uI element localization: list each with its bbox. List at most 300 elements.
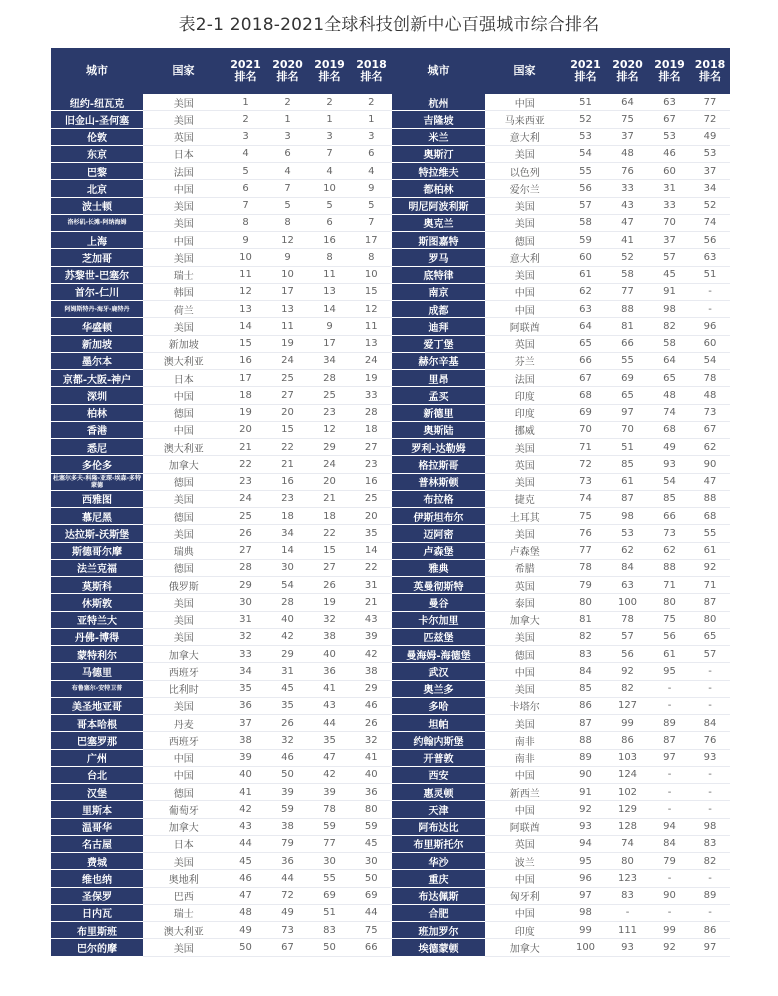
city-cell: 伦敦	[52, 128, 143, 145]
rank-2021-cell: 50	[239, 941, 252, 953]
header-city: 城市	[52, 49, 143, 94]
rank-2019-cell: 51	[323, 907, 336, 919]
rank-2019-cell: 31	[663, 182, 676, 194]
rank-2019-cell: 11	[323, 269, 336, 281]
rank-2019-cell: 69	[323, 890, 336, 902]
rank-2018-cell: 82	[703, 855, 717, 867]
rank-2019-cell: 79	[663, 855, 676, 867]
rank-2021-cell: 19	[239, 407, 252, 419]
rank-2018-cell: 6	[368, 148, 375, 160]
rank-2018-cell: 63	[703, 251, 717, 263]
rank-2018-cell: 80	[703, 614, 717, 626]
country-cell: 阿联酋	[509, 823, 540, 835]
city-cell: 西雅图	[52, 490, 143, 507]
country-cell: 英国	[514, 340, 535, 352]
rank-2020-cell: 84	[621, 562, 634, 574]
rank-2020-cell: 80	[621, 855, 634, 867]
rank-2020-cell: 48	[621, 148, 634, 160]
rank-2018-cell: 47	[703, 476, 717, 488]
rank-2020-cell: 6	[284, 148, 291, 160]
rank-2019-cell: 71	[663, 579, 676, 591]
table-row	[52, 853, 730, 870]
country-cell: 西班牙	[168, 736, 199, 748]
city-cell: 汉堡	[52, 784, 143, 801]
rank-2018-cell: 77	[703, 96, 717, 108]
city-cell: 东京	[52, 145, 143, 162]
rank-2018-cell: -	[708, 665, 712, 677]
rank-2020-cell: 21	[281, 458, 294, 470]
rank-2018-cell: 20	[364, 510, 378, 522]
rank-2020-cell: 85	[621, 458, 634, 470]
country-cell: 美国	[514, 150, 535, 162]
city-cell: 明尼阿波利斯	[393, 197, 485, 214]
rank-2018-cell: -	[708, 769, 712, 781]
rank-2019-cell: 63	[663, 96, 676, 108]
city-cell: 多哈	[393, 697, 485, 714]
table-row	[52, 163, 730, 180]
rank-2021-cell: 96	[579, 872, 592, 884]
rank-2021-cell: 22	[239, 458, 252, 470]
country-cell: 日本	[173, 374, 194, 386]
rank-2021-cell: 43	[239, 821, 252, 833]
rank-2018-cell: 46	[364, 700, 378, 712]
rank-2020-cell: 9	[284, 251, 291, 263]
table-row	[52, 628, 730, 645]
country-cell: 加拿大	[168, 650, 199, 662]
rank-2019-cell: 75	[663, 614, 676, 626]
rank-2020-cell: 93	[621, 941, 634, 953]
rank-2020-cell: 127	[617, 700, 638, 712]
city-cell: 广州	[52, 749, 143, 766]
rank-2020-cell: 5	[284, 200, 291, 212]
city-cell: 墨尔本	[52, 352, 143, 369]
city-cell: 坦帕	[393, 715, 485, 732]
rank-2020-cell: 76	[621, 165, 634, 177]
rank-2020-cell: 98	[621, 510, 634, 522]
rank-2021-cell: 12	[239, 286, 252, 298]
city-cell: 北京	[52, 180, 143, 197]
rank-2020-cell: 50	[281, 769, 294, 781]
country-cell: 南非	[514, 754, 535, 766]
rank-2021-cell: 46	[239, 872, 252, 884]
rank-2019-cell: 89	[663, 717, 676, 729]
rank-2018-cell: 11	[364, 320, 378, 332]
rank-2018-cell: 36	[364, 786, 378, 798]
rank-2018-cell: 38	[364, 665, 378, 677]
rank-2019-cell: 23	[323, 407, 336, 419]
rank-2021-cell: 34	[239, 665, 252, 677]
rank-2021-cell: 6	[242, 182, 249, 194]
city-cell: 埃德蒙顿	[393, 939, 485, 956]
city-cell: 布达佩斯	[393, 887, 485, 904]
rank-2018-cell: 30	[364, 855, 378, 867]
rank-2021-cell: 18	[239, 389, 252, 401]
country-cell: 泰国	[514, 598, 535, 610]
rank-2019-cell: 97	[663, 752, 676, 764]
header-2018: 2018 排名	[351, 49, 393, 94]
rank-2019-cell: 87	[663, 734, 676, 746]
city-cell: 伊斯坦布尔	[393, 508, 485, 525]
rank-2019-cell: 68	[663, 424, 676, 436]
rank-2021-cell: 11	[239, 269, 252, 281]
rank-2020-cell: 73	[281, 924, 294, 936]
rank-2019-cell: 93	[663, 458, 676, 470]
rank-2020-cell: 20	[281, 407, 294, 419]
country-cell: 美国	[173, 529, 194, 541]
table-row	[52, 939, 730, 956]
country-cell: 德国	[173, 564, 194, 576]
rank-2018-cell: 26	[364, 717, 378, 729]
rank-2020-cell: 63	[621, 579, 634, 591]
rank-2020-cell: 51	[621, 441, 634, 453]
rank-2018-cell: 45	[364, 838, 378, 850]
rank-2019-cell: 54	[663, 476, 676, 488]
rank-2018-cell: 68	[703, 510, 717, 522]
country-cell: 意大利	[509, 133, 540, 145]
country-cell: 加拿大	[509, 616, 540, 628]
rank-2021-cell: 73	[579, 476, 592, 488]
rank-2019-cell: 33	[663, 200, 676, 212]
rank-2021-cell: 5	[242, 165, 249, 177]
rank-2021-cell: 65	[579, 338, 592, 350]
country-cell: 韩国	[173, 288, 194, 300]
header-2018: 2018 排名	[691, 49, 730, 94]
rank-2018-cell: 83	[703, 838, 717, 850]
table-row	[52, 352, 730, 369]
table-row	[52, 646, 730, 663]
country-cell: 美国	[173, 943, 194, 955]
rank-2018-cell: 52	[703, 200, 717, 212]
rank-2018-cell: -	[708, 786, 712, 798]
rank-2019-cell: 8	[326, 251, 333, 263]
country-cell: 爱尔兰	[509, 184, 540, 196]
country-cell: 意大利	[509, 253, 540, 265]
rank-2020-cell: 10	[281, 269, 294, 281]
city-cell: 武汉	[393, 663, 485, 680]
rank-2020-cell: 123	[617, 872, 638, 884]
country-cell: 德国	[514, 650, 535, 662]
rank-2019-cell: 74	[663, 407, 676, 419]
country-cell: 中国	[173, 754, 194, 766]
city-cell: 巴尔的摩	[52, 939, 143, 956]
city-cell: 台北	[52, 766, 143, 783]
rank-2021-cell: 71	[579, 441, 592, 453]
rank-2020-cell: 77	[621, 286, 634, 298]
rank-2020-cell: 55	[621, 355, 634, 367]
rank-2021-cell: 17	[239, 372, 252, 384]
city-cell: 里斯本	[52, 801, 143, 818]
rank-2020-cell: 44	[281, 872, 294, 884]
ranking-table	[51, 48, 730, 957]
table-row	[52, 680, 730, 697]
table-row	[52, 249, 730, 266]
rank-2018-cell: 18	[364, 424, 378, 436]
country-cell: 中国	[514, 805, 535, 817]
city-cell: 杜塞尔多夫-科隆-亚琛-埃森-多特蒙德	[53, 474, 141, 489]
rank-2019-cell: -	[667, 700, 672, 712]
rank-2020-cell: 88	[621, 303, 634, 315]
table-row	[52, 887, 730, 904]
rank-2021-cell: 55	[579, 165, 592, 177]
rank-2018-cell: 35	[364, 527, 378, 539]
rank-2018-cell: 42	[364, 648, 378, 660]
rank-2019-cell: 15	[323, 545, 336, 557]
rank-2018-cell: 21	[364, 596, 378, 608]
rank-2018-cell: 8	[368, 251, 375, 263]
rank-2021-cell: 92	[579, 803, 592, 815]
country-cell: 奥地利	[168, 874, 199, 886]
rank-2019-cell: 19	[323, 596, 336, 608]
header-2020: 2020 排名	[607, 49, 649, 94]
rank-2021-cell: 84	[579, 665, 592, 677]
city-cell: 波士顿	[52, 197, 143, 214]
country-cell: 卡塔尔	[509, 702, 540, 714]
rank-2020-cell: 67	[281, 941, 294, 953]
rank-2018-cell: 55	[703, 527, 717, 539]
rank-2019-cell: 48	[663, 389, 676, 401]
rank-2020-cell: 15	[281, 424, 294, 436]
rank-2020-cell: 29	[281, 648, 294, 660]
table-row	[52, 111, 730, 128]
country-cell: 瑞士	[173, 271, 194, 283]
city-cell: 卡尔加里	[393, 611, 485, 628]
rank-2018-cell: 13	[364, 338, 378, 350]
rank-2021-cell: 42	[239, 803, 252, 815]
rank-2018-cell: 44	[364, 907, 378, 919]
rank-2019-cell: 13	[323, 286, 336, 298]
rank-2018-cell: 22	[364, 562, 378, 574]
table-row	[52, 525, 730, 542]
country-cell: 美国	[514, 719, 535, 731]
rank-2021-cell: 98	[579, 907, 592, 919]
rank-2021-cell: 93	[579, 821, 592, 833]
rank-2021-cell: 8	[242, 217, 249, 229]
rank-2018-cell: 74	[703, 217, 717, 229]
rank-2021-cell: 57	[579, 200, 592, 212]
rank-2019-cell: 12	[323, 424, 336, 436]
rank-2020-cell: 111	[617, 924, 638, 936]
rank-2018-cell: 66	[364, 941, 378, 953]
header-row	[52, 49, 730, 94]
header-2021: 2021 排名	[225, 49, 267, 94]
rank-2018-cell: 56	[703, 234, 717, 246]
city-cell: 奥斯陆	[393, 421, 485, 438]
country-cell: 瑞典	[173, 547, 194, 559]
table-row	[52, 542, 730, 559]
city-cell: 天津	[393, 801, 485, 818]
rank-2020-cell: 62	[621, 545, 634, 557]
table-row	[52, 663, 730, 680]
rank-2018-cell: 80	[364, 803, 378, 815]
country-cell: 德国	[173, 788, 194, 800]
country-cell: 中国	[514, 771, 535, 783]
rank-2019-cell: 32	[323, 614, 336, 626]
table-row	[52, 456, 730, 473]
rank-2019-cell: 3	[326, 131, 333, 143]
rank-2021-cell: 23	[239, 476, 252, 488]
city-cell: 重庆	[393, 870, 485, 887]
city-cell: 华沙	[393, 853, 485, 870]
rank-2019-cell: 88	[663, 562, 676, 574]
rank-2018-cell: 53	[703, 148, 717, 160]
city-cell: 美圣地亚哥	[52, 697, 143, 714]
rank-2018-cell: -	[708, 700, 712, 712]
rank-2020-cell: 129	[617, 803, 638, 815]
rank-2021-cell: 27	[239, 545, 252, 557]
rank-2019-cell: 42	[323, 769, 336, 781]
rank-2018-cell: 27	[364, 441, 378, 453]
city-cell: 南京	[393, 283, 485, 300]
rank-2019-cell: 34	[323, 355, 336, 367]
country-cell: 美国	[173, 202, 194, 214]
rank-2020-cell: 78	[621, 614, 634, 626]
rank-2019-cell: 59	[323, 821, 336, 833]
rank-2018-cell: 43	[364, 614, 378, 626]
city-cell: 奥克兰	[393, 214, 485, 231]
rank-2018-cell: -	[708, 303, 712, 315]
rank-2018-cell: 25	[364, 493, 378, 505]
rank-2019-cell: 29	[323, 441, 336, 453]
rank-2021-cell: 85	[579, 683, 592, 695]
city-cell: 纽约-纽瓦克	[52, 94, 143, 111]
city-cell: 斯德哥尔摩	[52, 542, 143, 559]
city-cell: 圣保罗	[52, 887, 143, 904]
rank-2021-cell: 33	[239, 648, 252, 660]
rank-2021-cell: 81	[579, 614, 592, 626]
rank-2021-cell: 30	[239, 596, 252, 608]
rank-2020-cell: 14	[281, 545, 294, 557]
rank-2020-cell: 128	[617, 821, 638, 833]
rank-2019-cell: 98	[663, 303, 676, 315]
rank-2019-cell: 20	[323, 476, 336, 488]
table-row	[52, 421, 730, 438]
country-cell: 美国	[173, 115, 194, 127]
rank-2018-cell: 23	[364, 458, 378, 470]
city-cell: 都柏林	[393, 180, 485, 197]
rank-2019-cell: 90	[663, 890, 676, 902]
city-cell: 莫斯科	[52, 577, 143, 594]
rank-2020-cell: 30	[281, 562, 294, 574]
rank-2018-cell: 32	[364, 734, 378, 746]
rank-2018-cell: 75	[364, 924, 378, 936]
city-cell: 底特律	[393, 266, 485, 283]
rank-2020-cell: 33	[621, 182, 634, 194]
rank-2021-cell: 26	[239, 527, 252, 539]
rank-2019-cell: 82	[663, 320, 676, 332]
rank-2020-cell: 13	[281, 303, 294, 315]
rank-2021-cell: 100	[575, 941, 596, 953]
country-cell: 中国	[514, 909, 535, 921]
country-cell: 希腊	[514, 564, 535, 576]
rank-2018-cell: 39	[364, 631, 378, 643]
rank-2019-cell: 40	[323, 648, 336, 660]
country-cell: 新西兰	[509, 788, 540, 800]
city-cell: 慕尼黑	[52, 508, 143, 525]
country-cell: 法国	[173, 167, 194, 179]
rank-2019-cell: 92	[663, 941, 676, 953]
rank-2018-cell: 54	[703, 355, 717, 367]
rank-2021-cell: 29	[239, 579, 252, 591]
rank-2020-cell: 7	[284, 182, 291, 194]
country-cell: 美国	[514, 443, 535, 455]
city-cell: 丹佛-博得	[52, 628, 143, 645]
city-cell: 布拉格	[393, 490, 485, 507]
rank-2018-cell: 40	[364, 769, 378, 781]
rank-2020-cell: 124	[617, 769, 638, 781]
rank-2021-cell: 99	[579, 924, 592, 936]
rank-2018-cell: -	[708, 803, 712, 815]
table-row	[52, 301, 730, 318]
rank-2021-cell: 24	[239, 493, 252, 505]
rank-2018-cell: 7	[368, 217, 375, 229]
table-row	[52, 232, 730, 249]
city-cell: 普林斯顿	[393, 473, 485, 490]
rank-2019-cell: -	[667, 769, 672, 781]
city-cell: 爱丁堡	[393, 335, 485, 352]
rank-2020-cell: 92	[621, 665, 634, 677]
rank-2019-cell: 27	[323, 562, 336, 574]
rank-2020-cell: 52	[621, 251, 634, 263]
country-cell: 澳大利亚	[163, 443, 204, 455]
rank-2021-cell: 3	[242, 131, 249, 143]
rank-2021-cell: 87	[579, 717, 592, 729]
rank-2018-cell: 86	[703, 924, 717, 936]
rank-2020-cell: 102	[617, 786, 638, 798]
rank-2019-cell: -	[667, 683, 672, 695]
city-cell: 洛杉矶-长滩-阿纳海姆	[52, 214, 143, 231]
rank-2021-cell: 79	[579, 579, 592, 591]
rank-2021-cell: 78	[579, 562, 592, 574]
rank-2020-cell: 40	[281, 614, 294, 626]
rank-2019-cell: 50	[323, 941, 336, 953]
city-cell: 里昂	[393, 370, 485, 387]
rank-2018-cell: 48	[703, 389, 717, 401]
rank-2019-cell: 45	[663, 269, 676, 281]
city-cell: 蒙特利尔	[52, 646, 143, 663]
rank-2019-cell: 10	[323, 182, 336, 194]
rank-2020-cell: 37	[621, 131, 634, 143]
city-cell: 香港	[52, 421, 143, 438]
rank-2021-cell: 1	[242, 96, 249, 108]
rank-2021-cell: 32	[239, 631, 252, 643]
rank-2021-cell: 72	[579, 458, 592, 470]
rank-2021-cell: 76	[579, 527, 592, 539]
country-cell: 德国	[173, 512, 194, 524]
table-row	[52, 594, 730, 611]
city-cell: 亚特兰大	[52, 611, 143, 628]
rank-2018-cell: 97	[703, 941, 717, 953]
city-cell: 京都-大阪-神户	[52, 370, 143, 387]
city-cell: 温哥华	[52, 818, 143, 835]
rank-2019-cell: 14	[323, 303, 336, 315]
rank-2018-cell: 12	[364, 303, 378, 315]
country-cell: 芬兰	[514, 357, 535, 369]
rank-2019-cell: 39	[323, 786, 336, 798]
table-row	[52, 370, 730, 387]
country-cell: 中国	[173, 391, 194, 403]
country-cell: 英国	[514, 581, 535, 593]
rank-2019-cell: 60	[663, 165, 676, 177]
city-cell: 日内瓦	[52, 904, 143, 921]
rank-2019-cell: 17	[323, 338, 336, 350]
country-cell: 美国	[514, 633, 535, 645]
rank-2019-cell: 57	[663, 251, 676, 263]
table-body	[52, 94, 730, 957]
rank-2020-cell: 100	[617, 596, 638, 608]
rank-2018-cell: 84	[703, 717, 717, 729]
rank-2021-cell: 35	[239, 683, 252, 695]
rank-2020-cell: 26	[281, 717, 294, 729]
